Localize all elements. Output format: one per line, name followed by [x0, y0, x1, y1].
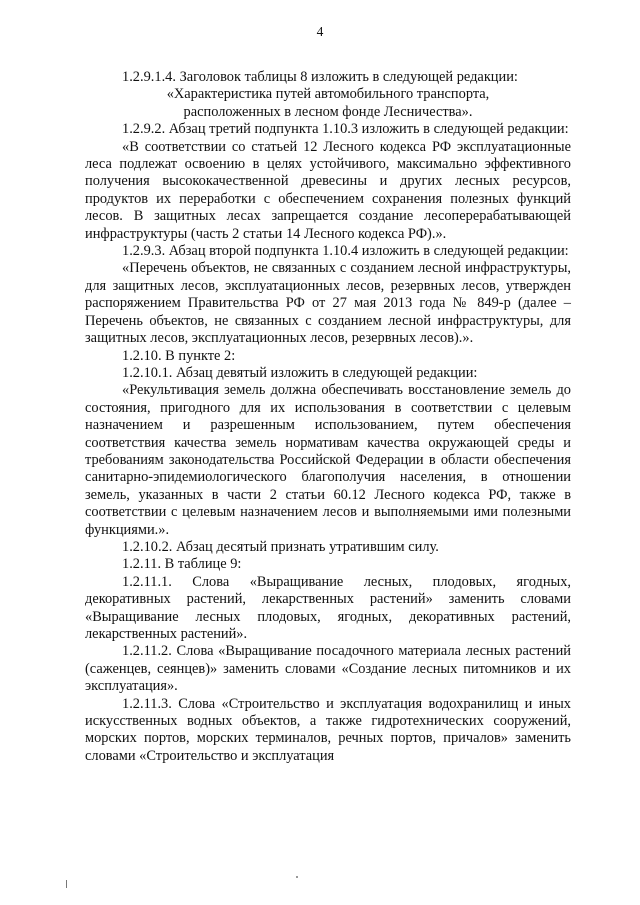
paragraph: 1.2.11. В таблице 9:	[122, 556, 242, 573]
paragraph: 1.2.9.2. Абзац третий подпункта 1.10.3 изложить в следующей редакции:	[122, 121, 569, 138]
document-body	[85, 69, 571, 765]
paragraph: 1.2.9.1.4. Заголовок таблицы 8 изложить в следующей редакции:	[122, 69, 518, 85]
scan-artifact-dot	[296, 876, 298, 878]
paragraph: 1.2.11.2. Слова «Выращивание посадочного материала лесных растений (саженцев, сеянцев)» заменить словами «Создание лесных питомников и их эксплуатация».	[85, 643, 571, 695]
paragraph: 1.2.11.3. Слова «Строительство и эксплуатация водохранилищ и иных искусственных водных объектов, а также гидротехнических сооружений, морских портов, морских терминалов, речных портов, причалов» заменить словами «Строительство и эксплуатация	[85, 695, 571, 764]
paragraph: 1.2.9.3. Абзац второй подпункта 1.10.4 изложить в следующей редакции:	[122, 243, 569, 260]
paragraph: «Характеристика путей автомобильного транспорта,	[166, 86, 490, 103]
paragraph: 1.2.10.2. Абзац десятый признать утратившим силу.	[122, 538, 439, 555]
paragraph: 1.2.11.1. Слова «Выращивание лесных, плодовых, ягодных, декоративных растений, лекарственных растений» заменить словами «Выращивание лесных плодовых, ягодных, декоративных растений, лекарственных растений».	[85, 573, 571, 642]
paragraph: 1.2.10.1. Абзац девятый изложить в следующей редакции:	[122, 364, 478, 381]
paragraph: расположенных в лесном фонде Лесничества».	[183, 103, 473, 120]
paragraph: «Рекультивация земель должна обеспечивать восстановление земель до состояния, пригодного для их использования в соответствии с целевым назначением и разрешенным использованием, путем обеспечения соответствия качества земель нормативам качества окружающей среды и требованиям законодательства Российской Федерации в области обеспечения санитарно-эпидемиологического благополучия населения, в отношении земель, указанных в части 2 статьи 60.12 Лесного кодекса РФ, также в соответствии с целевым назначением лесов и выполняемыми ими полезными функциями.».	[85, 382, 571, 538]
page-number: 4	[316, 24, 324, 39]
paragraph: «Перечень объектов, не связанных с созданием лесной инфраструктуры, для защитных лесов, эксплуатационных лесов, резервных лесов, утвержден распоряжением Правительства РФ от 27 мая 2013 года № 849-р (далее – Перечень объектов, не связанных с созданием лесной инфраструктуры, для защитных лесов, эксплуатационных лесов, резервных лесов).».	[85, 260, 571, 347]
paragraph: 1.2.10. В пункте 2:	[122, 347, 236, 364]
paragraph: «В соответствии со статьей 12 Лесного кодекса РФ эксплуатационные леса подлежат освоению в целях устойчивого, максимально эффективного получения высококачественной древесины и других лесных ресурсов, продуктов их переработки с обеспечением сохранения полезных функций лесов. В защитных лесах запрещается создание лесоперерабатывающей инфраструктуры (часть 2 статьи 14 Лесного кодекса РФ).».	[85, 138, 571, 242]
scan-artifact-line	[66, 880, 67, 888]
